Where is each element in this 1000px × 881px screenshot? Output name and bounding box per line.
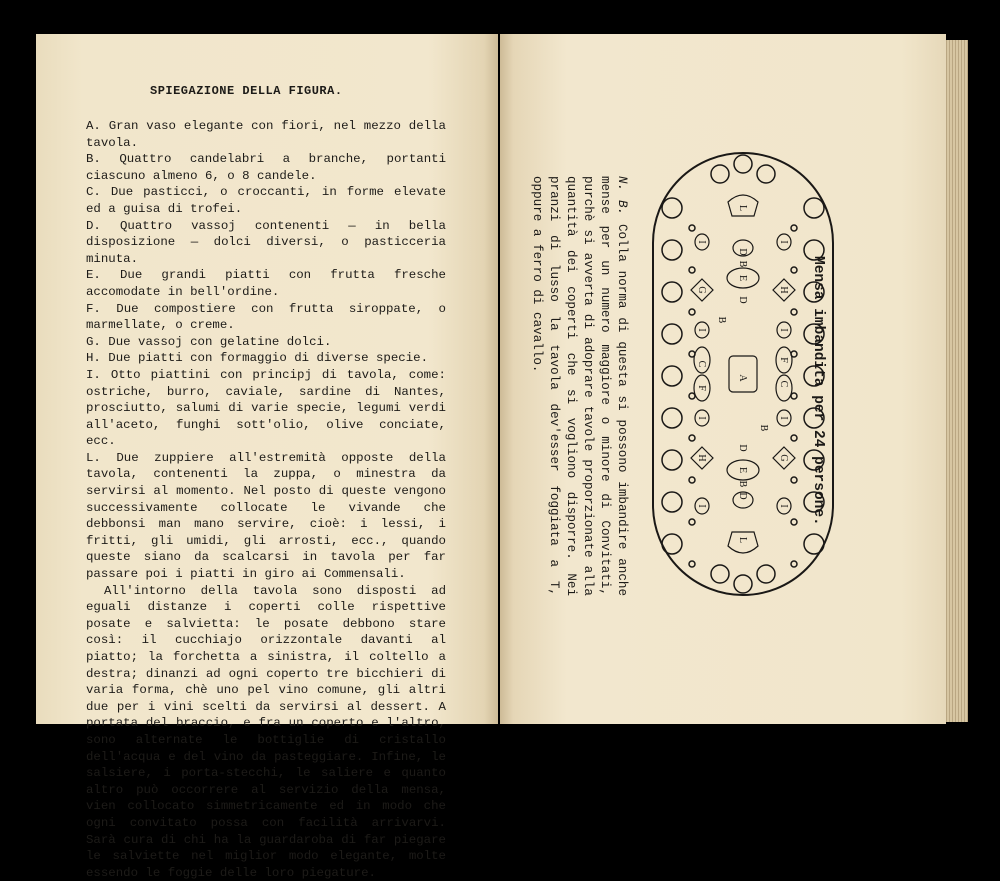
figure-letter: I xyxy=(696,240,707,244)
plate xyxy=(662,534,682,554)
glass xyxy=(791,225,797,231)
figure-letter: I xyxy=(778,328,789,332)
figure-letter: D xyxy=(737,248,748,256)
paragraph-h: H. Due piatti con formaggio di diverse specie. xyxy=(86,351,429,366)
figure-letter: H xyxy=(778,286,789,294)
figure-letter: F xyxy=(778,357,789,363)
paragraph-e: E. Due grandi piatti con frutta fresche accomodate in bell'ordine. xyxy=(86,268,446,299)
plate xyxy=(734,575,752,593)
figure-letter: I xyxy=(778,416,789,420)
plate xyxy=(711,165,729,183)
paragraph-l: L. Due zuppiere all'estremità opposte della tavola, contenenti la zuppa, o minestra da servirsi al momento. Nel posto di queste vengono successivamente collocate le vivande che debbonsi man mano servire, cioè: i lessi, i fritti, gli umidi, gli arrosti, ecc., quando queste siano da scalcarsi in tavola per far passare poi i piatti in giro ai Commensali. xyxy=(86,450,446,582)
plate xyxy=(804,492,824,512)
plate xyxy=(804,534,824,554)
plate xyxy=(662,198,682,218)
figure-letter: C xyxy=(778,380,789,388)
glass xyxy=(791,519,797,525)
plate xyxy=(757,565,775,583)
glass xyxy=(689,435,695,441)
figure-letter: I xyxy=(696,328,707,332)
plate xyxy=(662,450,682,470)
figure-letter: I xyxy=(696,504,707,508)
plate xyxy=(804,408,824,428)
figure-letter: I xyxy=(696,416,707,420)
paragraph-b: B. Quattro candelabri a branche, portanti ciascuno almeno 6, o 8 candele. xyxy=(86,152,446,183)
figure-letter: I xyxy=(778,240,789,244)
paragraph-d: D. Quattro vassoj contenenti — in bella disposizione — dolci diversi, o pasticceria minuta. xyxy=(86,218,446,266)
figure-explanation xyxy=(86,118,446,881)
dish xyxy=(776,375,792,401)
glass xyxy=(689,225,695,231)
plate xyxy=(662,366,682,386)
figure-letter: G xyxy=(696,286,707,294)
glass xyxy=(791,435,797,441)
paragraph-i: I. Otto piattini con principj di tavola, come: ostriche, burro, caviale, sardine di Nantes, prosciutto, salumi di varie specie, legumi verdi all'aceto, funghi sott'olio, olive conciate, ecc. xyxy=(86,367,446,449)
plate xyxy=(662,492,682,512)
paragraph-c: C. Due pasticci, o croccanti, in forme elevate ed a guisa di trofei. xyxy=(86,185,446,216)
glass xyxy=(689,393,695,399)
paragraph-g: G. Due vassoj con gelatine dolci. xyxy=(86,334,332,349)
plate xyxy=(757,165,775,183)
figure-letter: H xyxy=(696,454,707,462)
left-page-title: SPIEGAZIONE DELLA FIGURA. xyxy=(150,84,343,98)
figure-letter: D xyxy=(737,296,748,304)
paragraph-coperti: All'intorno della tavola sono disposti ad eguali distanze i coperti colle rispettive posate e salvietta: le posate debbono stare così: il cucchiajo orizzontale davanti al piatto; la forchetta a sinistra, il coltello a destra; dinanzi ad ogni coperto tre bicchieri di varia forma, chè uno pel vino comune, gli altri due per i vini scelti da servirsi al dessert. A portata del braccio, e fra un coperto e l'altro, sono alternate le bottiglie di cristallo dell'acqua e del vino da pasteggiare. Infine, le salsiere, i porta-stecchi, le saliere e quanto altro può occorrere al servizio della mensa, vien collocato simmetricamente ed in modo che ogni convitato possa con facilità arrivarvi. Sarà cura di chi ha la guardaroba di far piegare le salviette nel miglior modo elegante, molte essendo le foggie delle loro piegature. xyxy=(86,583,446,880)
figure-letter: G xyxy=(778,454,789,462)
figure-letter: B xyxy=(737,480,748,488)
figure-letter: F xyxy=(696,385,707,391)
nota-bene-lead: N. B. xyxy=(615,176,629,216)
glass xyxy=(689,267,695,273)
paragraph-a: A. Gran vaso elegante con fiori, nel mezzo della tavola. xyxy=(86,119,446,150)
glass xyxy=(689,309,695,315)
figure-letter: L xyxy=(737,204,748,212)
glass xyxy=(791,561,797,567)
plate xyxy=(662,282,682,302)
glass xyxy=(791,309,797,315)
glass xyxy=(791,477,797,483)
plate xyxy=(662,408,682,428)
figure-letter: D xyxy=(737,492,748,500)
plate xyxy=(804,282,824,302)
plate xyxy=(711,565,729,583)
figure-letter: E xyxy=(737,466,748,474)
glass xyxy=(689,519,695,525)
glass xyxy=(689,561,695,567)
figure-letter: E xyxy=(737,274,748,282)
plate xyxy=(804,450,824,470)
glass xyxy=(689,477,695,483)
figure-letter: B xyxy=(758,424,769,432)
figure-letter: I xyxy=(778,504,789,508)
figure-letter: B xyxy=(737,260,748,268)
right-page-title: Mensa imbandita per 24 persone. xyxy=(810,256,826,526)
glass xyxy=(791,393,797,399)
paragraph-f: F. Due compostiere con frutta siroppate, o marmellate, o creme. xyxy=(86,301,446,333)
table-setting-diagram xyxy=(650,150,836,598)
plate xyxy=(734,155,752,173)
plate xyxy=(804,366,824,386)
plate xyxy=(662,324,682,344)
figure-letter: A xyxy=(737,374,748,382)
figure-letter: C xyxy=(696,360,707,368)
glass xyxy=(791,267,797,273)
nota-bene-text: Colla norma di questa si possono imbandire anche mense per un numero maggiore o minore di Convitati, purchè si avverta di adoprare tavole proporzionate alla quantità dei coperti che si vogliono disporre. Nei pranzi di lusso la tavola dev'esser foggiata a T, oppure a ferro di cavallo. xyxy=(530,176,629,596)
figure-letter: D xyxy=(737,444,748,452)
nota-bene xyxy=(528,176,630,596)
page-edges xyxy=(944,40,968,722)
plate xyxy=(662,240,682,260)
figure-letter: B xyxy=(716,316,727,324)
plate xyxy=(804,324,824,344)
figure-letter: L xyxy=(737,536,748,544)
plate xyxy=(804,198,824,218)
plate xyxy=(804,240,824,260)
